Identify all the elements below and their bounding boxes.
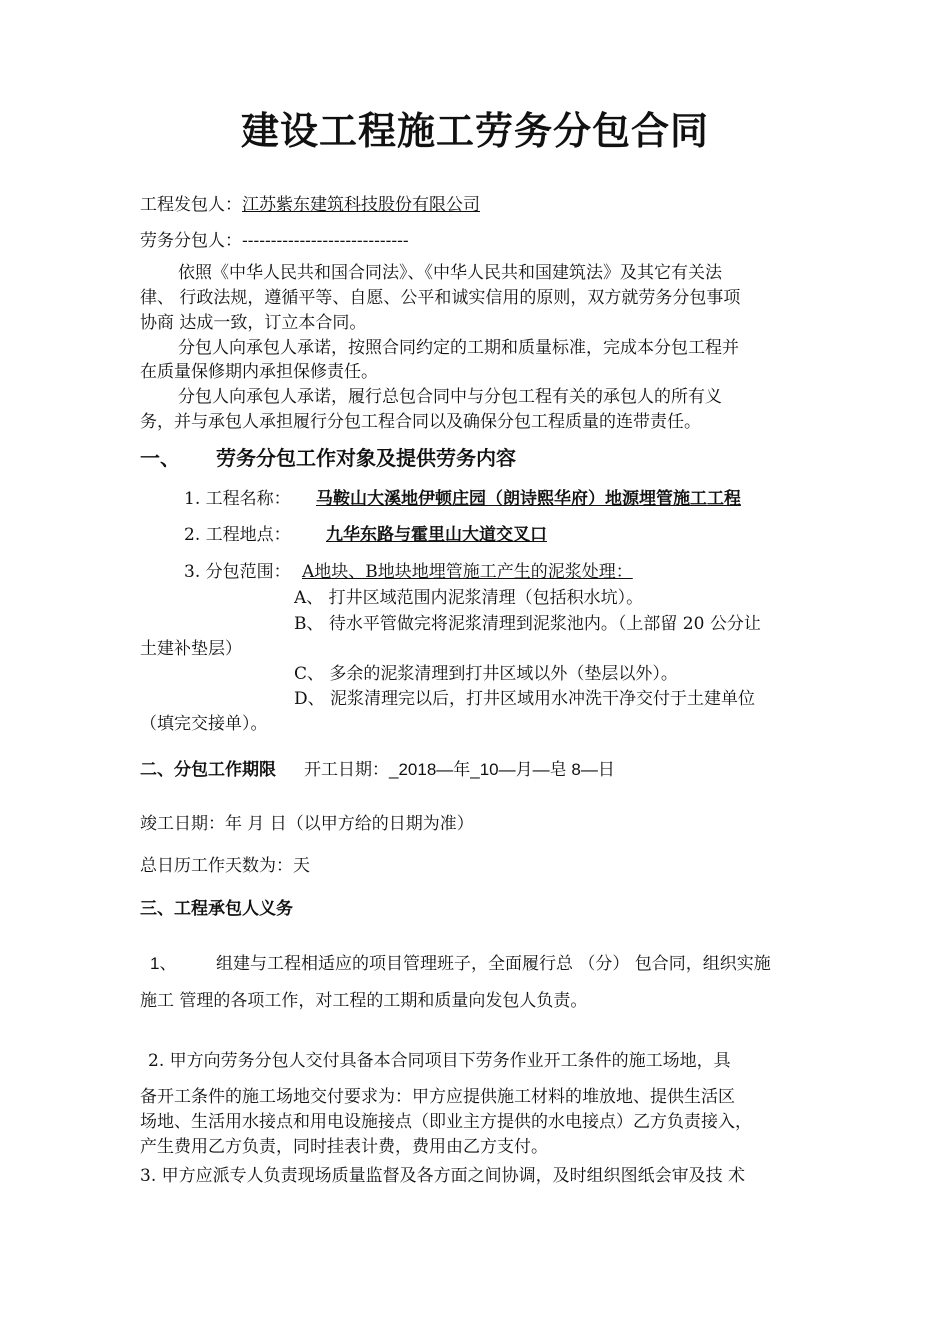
scope-item-b-line-2: 土建补垫层） — [140, 639, 242, 659]
duty-3-line-1: 3. 甲方应派专人负责现场质量监督及各方面之间协调，及时组织图纸会审及技 术 — [140, 1166, 746, 1186]
scope-item-d-line-1: D、 泥浆清理完以后，打井区域用水冲洗干净交付于土建单位 — [294, 689, 756, 709]
subcontractor-label: 劳务分包人： — [140, 231, 242, 251]
item-2-project-location: 九华东路与霍里山大道交叉口 — [326, 525, 547, 544]
section-1-number: 一、 — [140, 446, 180, 470]
employer-label: 工程发包人： — [140, 195, 242, 215]
employer-line — [140, 194, 480, 216]
item-1-project-name: 马鞍山大溪地伊顿庄园（朗诗熙华府）地源埋管施工工程 — [316, 489, 741, 508]
total-working-days: 总日历工作天数为：天 — [140, 856, 310, 876]
employer-value: 江苏紫东建筑科技股份有限公司 — [242, 195, 480, 215]
scope-item-a: A、 打井区域范围内泥浆清理（包括积水坑）。 — [294, 588, 644, 608]
duty-2-line-2: 备开工条件的施工场地交付要求为：甲方应提供施工材料的堆放地、提供生活区 — [140, 1087, 735, 1107]
intro-paragraph-3-line-2: 务，并与承包人承担履行分包工程合同以及确保分包工程质量的连带责任。 — [140, 412, 701, 432]
item-3-label: 3. 分包范围： — [184, 562, 291, 582]
intro-paragraph-1-line-2: 律、 行政法规，遵循平等、自愿、公平和诚实信用的原则，双方就劳务分包事项 — [140, 288, 741, 308]
scope-item-c: C、 多余的泥浆清理到打井区域以外（垫层以外）。 — [294, 664, 678, 684]
item-2-label: 2. 工程地点： — [184, 525, 291, 545]
scope-item-b-line-1: B、 待水平管做完将泥浆清理到泥浆池内。（上部留 20 公分让 — [294, 614, 761, 634]
subcontractor-line — [140, 230, 409, 252]
subcontractor-value: ----------------------------- — [242, 231, 409, 251]
section-2-heading: 二、分包工作期限 — [140, 760, 276, 780]
duty-2-line-4: 产生费用乙方负责，同时挂表计费，费用由乙方支付。 — [140, 1137, 548, 1157]
intro-paragraph-2-line-2: 在质量保修期内承担保修责任。 — [140, 362, 378, 382]
scope-item-d-line-2: （填完交接单）。 — [140, 714, 268, 734]
duty-1-line-2: 施工 管理的各项工作，对工程的工期和质量向发包人负责。 — [140, 991, 588, 1011]
intro-paragraph-1-line-1: 依照《中华人民共和国合同法》、《中华人民共和国建筑法》及其它有关法 — [178, 263, 722, 283]
completion-date: 竣工日期：年 月 日（以甲方给的日期为准） — [140, 814, 474, 834]
intro-paragraph-1-line-3: 协商 达成一致，订立本合同。 — [140, 313, 367, 333]
intro-paragraph-3-line-1: 分包人向承包人承诺，履行总包合同中与分包工程有关的承包人的所有义 — [178, 387, 722, 407]
section-1-heading: 劳务分包工作对象及提供劳务内容 — [216, 446, 516, 470]
start-date: 开工日期：_2018—年_10—月—皂 8—日 — [304, 760, 615, 779]
duty-2-line-3: 场地、生活用水接点和用电设施接点（即业主方提供的水电接点）乙方负责接入， — [140, 1112, 752, 1132]
intro-paragraph-2-line-1: 分包人向承包人承诺，按照合同约定的工期和质量标准，完成本分包工程并 — [178, 338, 739, 358]
document-title: 建设工程施工劳务分包合同 — [240, 109, 709, 153]
item-3-scope: A地块、B地块地埋管施工产生的泥浆处理： — [302, 562, 633, 582]
item-1-label: 1. 工程名称： — [184, 489, 291, 509]
duty-1-number: 1、 — [150, 954, 177, 973]
duty-1-line-1: 组建与工程相适应的项目管理班子，全面履行总 （分） 包合同，组织实施 — [216, 954, 771, 974]
duty-2-line-1: 2. 甲方向劳务分包人交付具备本合同项目下劳务作业开工条件的施工场地，具 — [148, 1051, 731, 1071]
section-3-heading: 三、工程承包人义务 — [140, 899, 293, 919]
